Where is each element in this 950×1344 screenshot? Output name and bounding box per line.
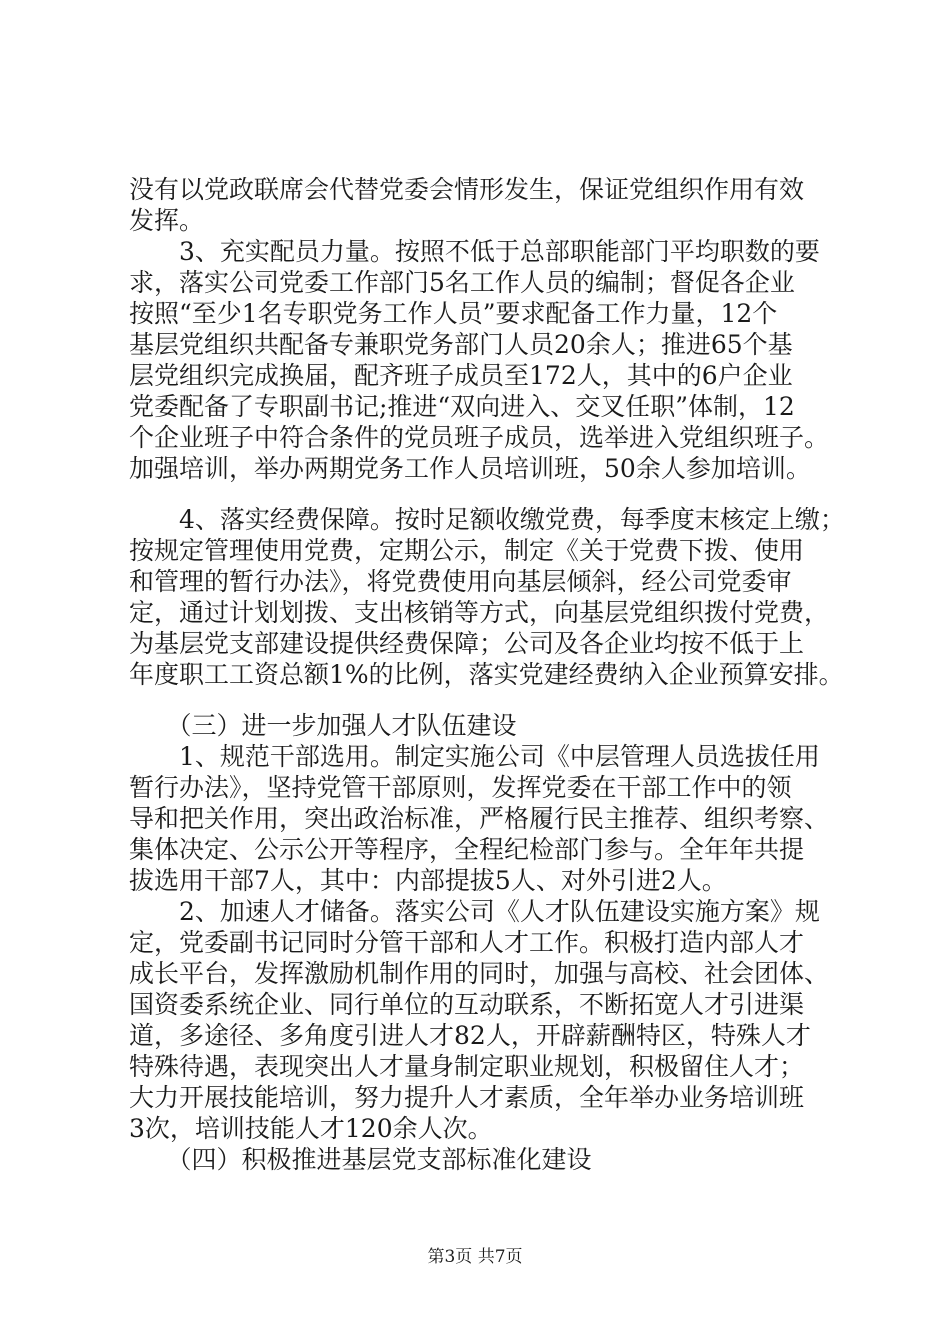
- text-line: 国资委系统企业、同行单位的互动联系，不断拓宽人才引进渠: [129, 990, 805, 1019]
- text-line: 个企业班子中符合条件的党员班子成员，选举进入党组织班子。: [129, 423, 830, 452]
- text-line: 3、充实配员力量。按照不低于总部职能部门平均职数的要: [129, 237, 820, 266]
- paragraph-gap: [129, 690, 829, 710]
- page-indicator: 第3页 共7页: [427, 1247, 523, 1267]
- text-line: 大力开展技能培训，努力提升人才素质，全年举办业务培训班: [129, 1083, 805, 1112]
- text-line: 3次，培训技能人才120余人次。: [129, 1114, 493, 1143]
- text-line: 按规定管理使用党费，定期公示，制定《关于党费下拨、使用: [129, 536, 805, 565]
- paragraph-gap: [129, 484, 829, 504]
- text-line: 道，多途径、多角度引进人才82人，开辟薪酬特区，特殊人才: [129, 1021, 811, 1050]
- text-line: 按照“至少1名专职党务工作人员”要求配备工作力量，12个: [129, 299, 778, 328]
- text-line: 定，党委副书记同时分管干部和人才工作。积极打造内部人才: [129, 928, 805, 957]
- text-line: 为基层党支部建设提供经费保障；公司及各企业均按不低于上: [129, 629, 805, 658]
- text-line: 加强培训，举办两期党务工作人员培训班，50余人参加培训。: [129, 454, 811, 483]
- text-line: 拔选用干部7人，其中：内部提拔5人、对外引进2人。: [129, 866, 727, 895]
- text-line: 基层党组织共配备专兼职党务部门人员20余人；推进65个基: [129, 330, 793, 359]
- text-line: 成长平台，发挥激励机制作用的同时，加强与高校、社会团体、: [129, 959, 830, 988]
- text-line: 没有以党政联席会代替党委会情形发生，保证党组织作用有效: [129, 175, 805, 204]
- text-line: 集体决定、公示公开等程序，全程纪检部门参与。全年年共提: [129, 835, 805, 864]
- text-line: 层党组织完成换届，配齐班子成员至172人，其中的6户企业: [129, 361, 793, 390]
- text-line: 党委配备了专职副书记;推进“双向进入、交叉任职”体制，12: [129, 392, 795, 421]
- text-line: 2、加速人才储备。落实公司《人才队伍建设实施方案》规: [129, 897, 820, 926]
- section-heading: （四）积极推进基层党支部标准化建设: [129, 1145, 592, 1174]
- text-line: 特殊待遇，表现突出人才量身制定职业规划，积极留住人才；: [129, 1052, 805, 1081]
- text-line: 导和把关作用，突出政治标准，严格履行民主推荐、组织考察、: [129, 804, 830, 833]
- text-line: 暂行办法》，坚持党管干部原则，发挥党委在干部工作中的领: [129, 773, 792, 802]
- text-line: 定，通过计划划拨、支出核销等方式，向基层党组织拨付党费，: [129, 598, 830, 627]
- section-heading: （三）进一步加强人才队伍建设: [129, 711, 517, 740]
- text-line: 年度职工工资总额1%的比例，落实党建经费纳入企业预算安排。: [129, 660, 844, 689]
- text-line: 1、规范干部选用。制定实施公司《中层管理人员选拔任用: [129, 742, 820, 771]
- text-line: 求，落实公司党委工作部门5名工作人员的编制；督促各企业: [129, 268, 795, 297]
- text-line: 4、落实经费保障。按时足额收缴党费，每季度末核定上缴；: [129, 505, 845, 534]
- text-line: 和管理的暂行办法》，将党费使用向基层倾斜，经公司党委审: [129, 567, 792, 596]
- document-body: [129, 174, 845, 1175]
- text-line: 发挥。: [129, 206, 205, 235]
